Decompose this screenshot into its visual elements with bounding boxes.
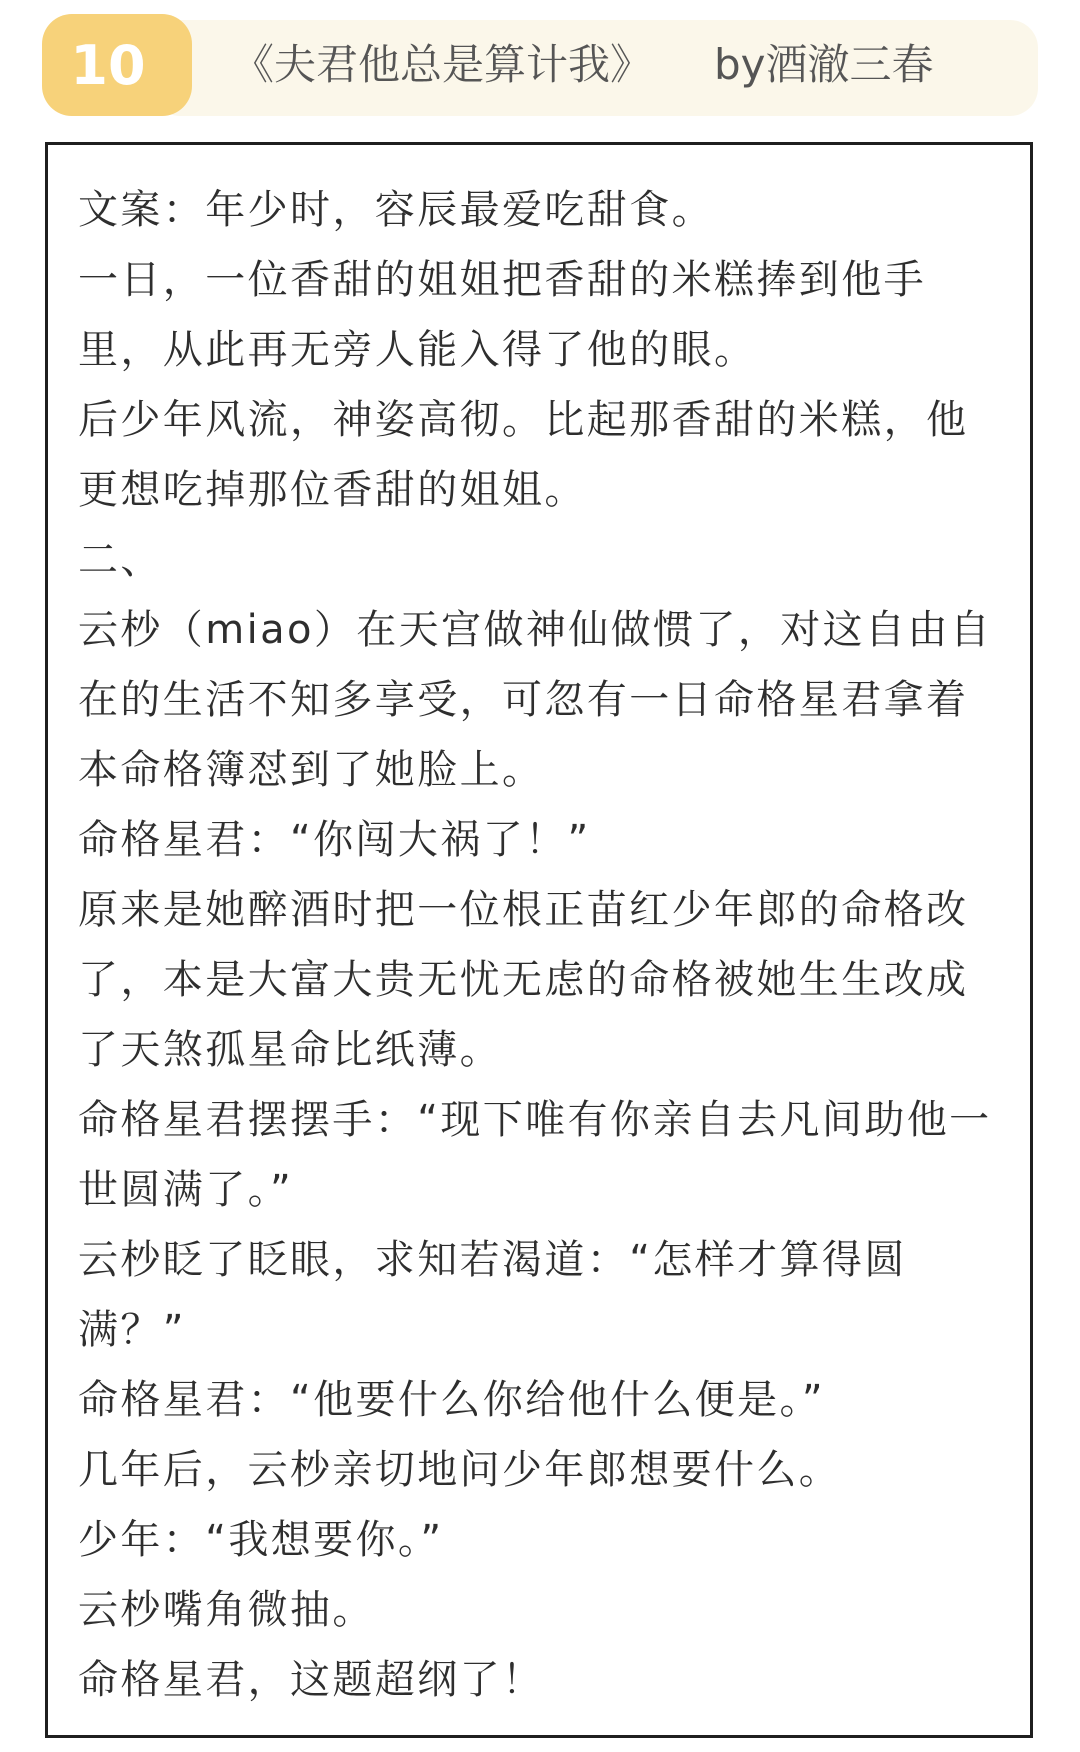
paragraph: 命格星君，这题超纲了！ xyxy=(78,1657,545,1703)
paragraph: 命格星君：“他要什么你给他什么便是。” xyxy=(78,1377,826,1423)
paragraph: 云杪眨了眨眼，求知若渴道：“怎样才算得圆满？” xyxy=(78,1237,907,1353)
paragraph: 命格星君摆摆手：“现下唯有你亲自去凡间助他一世圆满了。” xyxy=(78,1097,992,1213)
paragraph: 二、 xyxy=(78,537,163,583)
paragraph: 原来是她醉酒时把一位根正苗红少年郎的命格改了，本是大富大贵无忧无虑的命格被她生生改成了天煞孤星命比纸薄。 xyxy=(78,887,969,1073)
synopsis-text xyxy=(78,175,1008,1715)
book-title: 《夫君他总是算计我》 xyxy=(232,40,653,89)
paragraph: 几年后，云杪亲切地问少年郎想要什么。 xyxy=(78,1447,842,1493)
paragraph: 一日，一位香甜的姐姐把香甜的米糕捧到他手里，从此再无旁人能入得了他的眼。 xyxy=(78,257,926,373)
synopsis-box xyxy=(45,142,1033,1738)
paragraph: 命格星君：“你闯大祸了！” xyxy=(78,817,591,863)
paragraph: 文案：年少时，容辰最爱吃甜食。 xyxy=(78,187,714,233)
paragraph: 云杪嘴角微抽。 xyxy=(78,1587,375,1633)
paragraph: 少年：“我想要你。” xyxy=(78,1517,444,1563)
number-badge xyxy=(42,14,192,116)
book-header xyxy=(42,14,1038,114)
book-author: by酒澈三春 xyxy=(714,40,934,89)
book-number: 10 xyxy=(70,33,146,97)
paragraph: 云杪（miao）在天宫做神仙做惯了，对这自由自在的生活不知多享受，可忽有一日命格星君拿着本命格簿怼到了她脸上。 xyxy=(78,607,993,793)
paragraph: 后少年风流，神姿高彻。比起那香甜的米糕，他更想吃掉那位香甜的姐姐。 xyxy=(78,397,969,513)
